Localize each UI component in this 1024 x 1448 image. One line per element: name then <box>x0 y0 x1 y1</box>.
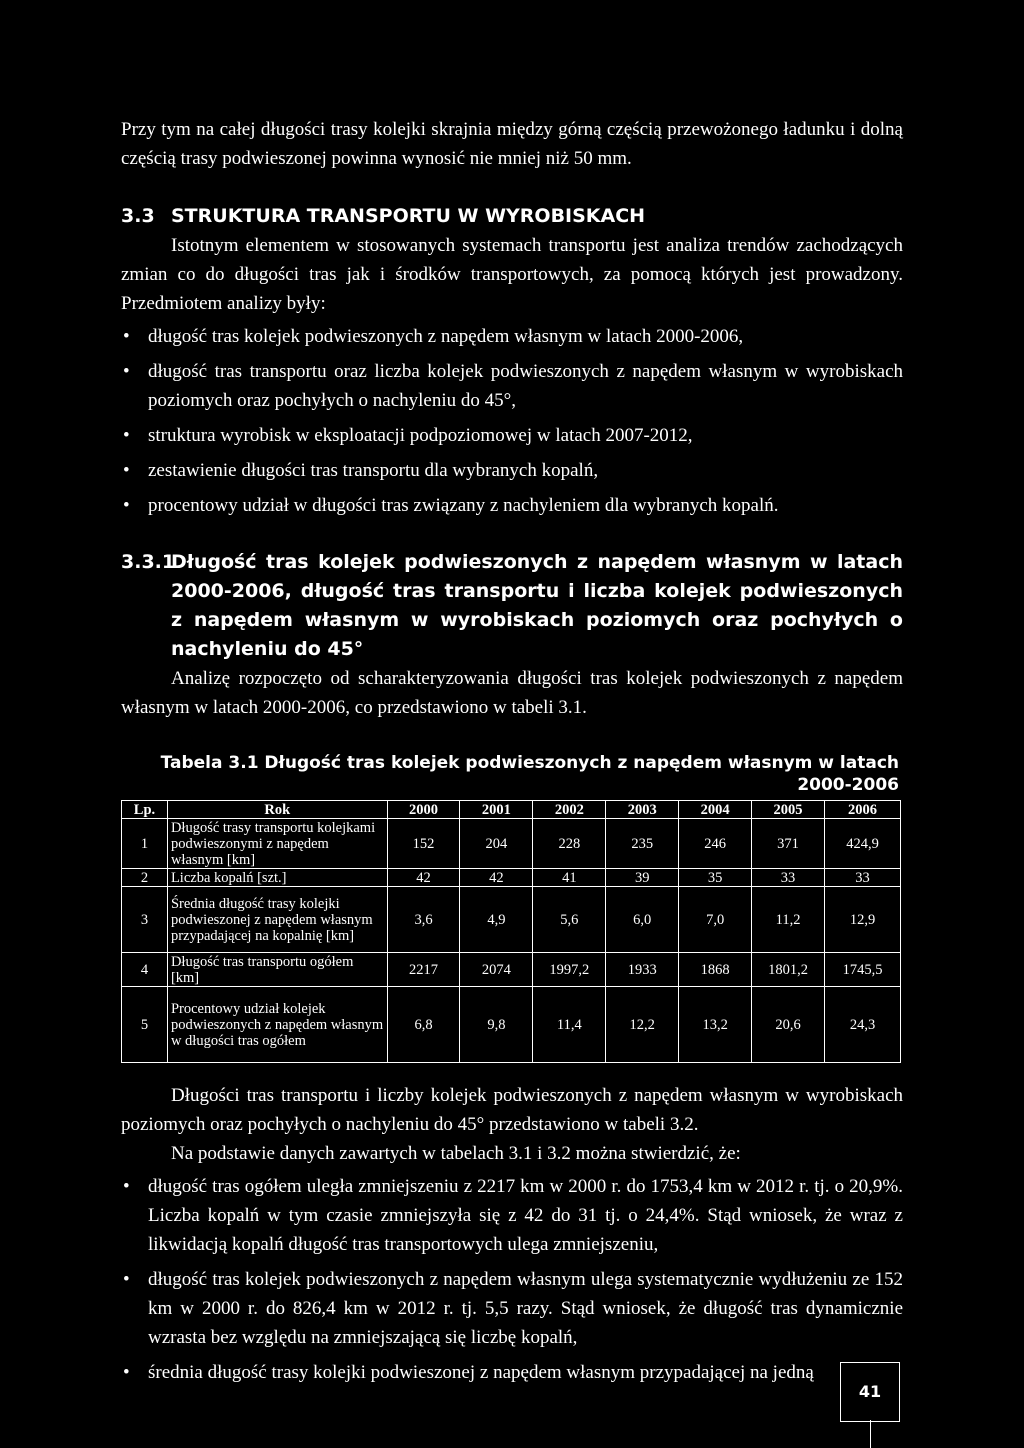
table-cell: 11,2 <box>752 887 825 953</box>
list-item <box>121 421 903 450</box>
data-table <box>121 800 901 1063</box>
table-row <box>122 869 901 887</box>
table-cell: 42 <box>460 869 533 887</box>
table-cell: 1745,5 <box>825 953 901 987</box>
subsection-heading <box>121 548 903 664</box>
section-title: STRUKTURA TRANSPORTU W WYROBISKACH <box>171 205 646 227</box>
list-item-text: procentowy udział w długości tras związany z nachyleniem dla wybranych kopalń. <box>148 495 779 516</box>
subsection-title: Długość tras kolejek podwieszonych z napędem własnym w latach 2000-2006, długość tras transportu i liczba kolejek podwieszonych z napędem własnym w wyrobiskach poziomych oraz pochyłych o nachyleniu do 45° <box>171 551 903 660</box>
table-cell: 3,6 <box>387 887 460 953</box>
table-row <box>122 887 901 953</box>
list-item <box>121 491 903 520</box>
section-heading <box>121 202 903 231</box>
table-cell: 5,6 <box>533 887 606 953</box>
table-cell: 246 <box>679 819 752 869</box>
list-item-text: długość tras transportu oraz liczba kolejek podwieszonych z napędem własnym w wyrobiskach poziomych oraz pochyłych o nachyleniu do 45°, <box>148 361 903 411</box>
bullet-icon: • <box>123 425 130 446</box>
subsection-paragraph: Analizę rozpoczęto od scharakteryzowania długości tras kolejek podwieszonych z napędem własnym w latach 2000-2006, co przedstawiono w tabeli 3.1. <box>121 668 903 718</box>
list-item <box>121 357 903 415</box>
section-paragraph: Istotnym elementem w stosowanych systemach transportu jest analiza trendów zachodzących zmian co do długości tras jak i środków transportowych, za pomocą których jest prowadzony. Przedmiotem analizy były: <box>121 235 903 314</box>
header-cell: 2004 <box>679 801 752 819</box>
table-cell: 33 <box>825 869 901 887</box>
bullet-icon: • <box>123 1176 130 1197</box>
table-cell: 2217 <box>387 953 460 987</box>
table-cell: Długość trasy transportu kolejkami podwieszonymi z napędem własnym [km] <box>167 819 387 869</box>
table-cell: 228 <box>533 819 606 869</box>
table-cell: 35 <box>679 869 752 887</box>
list-item <box>121 1172 903 1259</box>
table-cell: 235 <box>606 819 679 869</box>
after-table-paragraph-1: Długości tras transportu i liczby kolejek podwieszonych z napędem własnym w wyrobiskach poziomych oraz pochyłych o nachyleniu do 45° przedstawiono w tabeli 3.2. <box>121 1085 903 1135</box>
list-item-text: struktura wyrobisk w eksploatacji podpoziomowej w latach 2007-2012, <box>148 425 693 446</box>
header-cell: 2006 <box>825 801 901 819</box>
document-page <box>121 115 903 1393</box>
table-cell: Średnia długość trasy kolejki podwieszonej z napędem własnym przypadającej na kopalnię [km] <box>167 887 387 953</box>
table-cell: 6,8 <box>387 987 460 1063</box>
table-cell: 204 <box>460 819 533 869</box>
table-cell: 9,8 <box>460 987 533 1063</box>
table-cell: 1 <box>122 819 168 869</box>
conclusions-bullet-list <box>121 1172 903 1387</box>
table-cell: 11,4 <box>533 987 606 1063</box>
section-number: 3.3 <box>121 205 155 227</box>
bullet-icon: • <box>123 460 130 481</box>
list-item-text: średnia długość trasy kolejki podwieszonej z napędem własnym przypadającej na jedną <box>148 1362 814 1383</box>
table-cell: 1933 <box>606 953 679 987</box>
table-cell: 39 <box>606 869 679 887</box>
list-item <box>121 1265 903 1352</box>
table-cell: 20,6 <box>752 987 825 1063</box>
bullet-icon: • <box>123 361 130 382</box>
header-cell: 2000 <box>387 801 460 819</box>
bullet-icon: • <box>123 1362 130 1383</box>
table-cell: 1801,2 <box>752 953 825 987</box>
table-cell: 24,3 <box>825 987 901 1063</box>
header-cell: 2002 <box>533 801 606 819</box>
page-number-tick <box>870 1420 871 1448</box>
list-item <box>121 456 903 485</box>
table-row <box>122 987 901 1063</box>
table-cell: 13,2 <box>679 987 752 1063</box>
table-cell: 7,0 <box>679 887 752 953</box>
table-cell: 12,9 <box>825 887 901 953</box>
table-row <box>122 819 901 869</box>
table-cell: Liczba kopalń [szt.] <box>167 869 387 887</box>
list-item-text: długość tras ogółem uległa zmniejszeniu z 2217 km w 2000 r. do 1753,4 km w 2012 r. tj. o 20,9%. Liczba kopalń w tym czasie zmniejszyła się z 42 do 31 tj. o 24,4%. Stąd wniosek, że wraz z likwidacją kopalń długość tras transportowych ulega zmniejszeniu, <box>148 1176 903 1255</box>
list-item <box>121 322 903 351</box>
header-cell: Lp. <box>122 801 168 819</box>
table-cell: 4 <box>122 953 168 987</box>
table-cell: 1868 <box>679 953 752 987</box>
table-caption: Tabela 3.1 Długość tras kolejek podwieszonych z napędem własnym w latach 2000-2006 <box>160 753 899 795</box>
table-cell: 1997,2 <box>533 953 606 987</box>
list-item-text: zestawienie długości tras transportu dla wybranych kopalń, <box>148 460 599 481</box>
table-cell: 424,9 <box>825 819 901 869</box>
table-cell: 3 <box>122 887 168 953</box>
header-cell: 2005 <box>752 801 825 819</box>
bullet-icon: • <box>123 1269 130 1290</box>
table-cell: 41 <box>533 869 606 887</box>
table-cell: 152 <box>387 819 460 869</box>
page-number: 41 <box>840 1362 900 1422</box>
header-cell: 2003 <box>606 801 679 819</box>
list-item-text: długość tras kolejek podwieszonych z napędem własnym w latach 2000-2006, <box>148 326 744 347</box>
table-cell: 371 <box>752 819 825 869</box>
table-cell: Długość tras transportu ogółem [km] <box>167 953 387 987</box>
bullet-icon: • <box>123 326 130 347</box>
after-table-paragraph-2: Na podstawie danych zawartych w tabelach 3.1 i 3.2 można stwierdzić, że: <box>171 1143 741 1164</box>
table-cell: 5 <box>122 987 168 1063</box>
table-cell: 12,2 <box>606 987 679 1063</box>
header-cell: Rok <box>167 801 387 819</box>
table-header-row <box>122 801 901 819</box>
table-cell: 33 <box>752 869 825 887</box>
table-cell: Procentowy udział kolejek podwieszonych z napędem własnym w długości tras ogółem <box>167 987 387 1063</box>
table-cell: 42 <box>387 869 460 887</box>
subsection-number: 3.3.1 <box>121 551 176 573</box>
intro-paragraph: Przy tym na całej długości trasy kolejki skrajnia między górną częścią przewożonego ładunku i dolną częścią trasy podwieszonej powinna wynosić nie mniej niż 50 mm. <box>121 119 903 169</box>
section-bullet-list <box>121 322 903 520</box>
bullet-icon: • <box>123 495 130 516</box>
table-cell: 6,0 <box>606 887 679 953</box>
table-row <box>122 953 901 987</box>
table-cell: 2 <box>122 869 168 887</box>
list-item-text: długość tras kolejek podwieszonych z napędem własnym ulega systematycznie wydłużeniu ze 152 km w 2000 r. do 826,4 km w 2012 r. tj. 5,5 razy. Stąd wniosek, że długość tras dynamicznie wzrasta bez względu na zmniejszającą się liczbę kopalń, <box>148 1269 903 1348</box>
table-cell: 2074 <box>460 953 533 987</box>
table-cell: 4,9 <box>460 887 533 953</box>
header-cell: 2001 <box>460 801 533 819</box>
list-item <box>121 1358 903 1387</box>
